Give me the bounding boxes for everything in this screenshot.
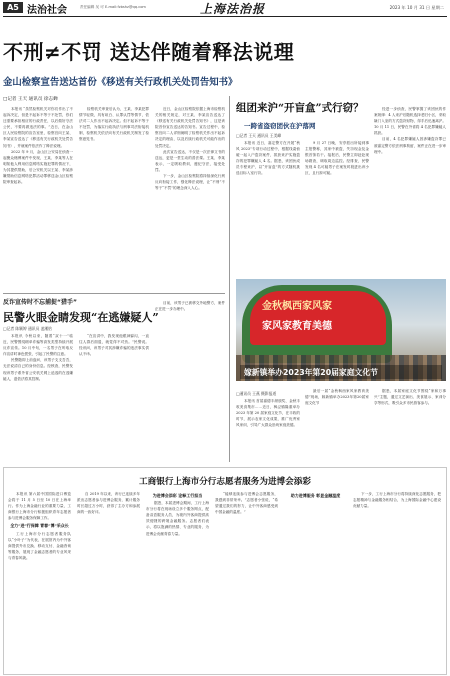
story-two-byline: □记者 王天 通讯员 王美峰 bbox=[236, 133, 282, 138]
story-three-headline: 民警火眼金睛发现“在逃嫌疑人” bbox=[3, 311, 159, 324]
bottom-para-1: 本报讯 第六届中国国际进口博览会将于 11 月 5 日至 10 日在上海举行。作为上海金融行业的重要力量，工商银行上海市分行积极组织青年志愿者参与进博会服务保障工作。 bbox=[8, 492, 71, 521]
festival-photo bbox=[236, 279, 446, 381]
lead-para-6: 下一步，金山区检察院将持续深化行刑反向衔接工作，强化释法说理，让“不刑”不等于“不罚”的理念深入人心。 bbox=[155, 174, 225, 191]
lead-subheadline: 金山检察宣告送达首份《移送有关行政机关处罚告知书》 bbox=[3, 77, 238, 88]
story-three-column-2 bbox=[79, 333, 149, 461]
story-two-para-3: 经进一步侦查，民警掌握了该团伙的作案规律：4 人来沪后随机选择老旧小区，采取撬门入室的方式盗窃财物，得手后迅速离沪。10 月 11 日，民警在外省将 4 名犯罪嫌疑人抓获。 bbox=[374, 107, 446, 136]
story-two-para-4: 目前，4 名犯罪嫌疑人因涉嫌盗窃罪已被嘉定警方依法刑事拘留，案件正在进一步审理中。 bbox=[374, 137, 446, 154]
date-line: 2023 年 10 月 31 日 星期二 bbox=[389, 5, 444, 10]
lead-para-2: 2022 年 9 月，金山区公安局在侦查一起聚众赌博案件中发现，王某、李某等人在明知他人利用信息网络实施犯罪的情况下，为其提供帮助，后公安机关以王某、李某涉嫌帮助信息网络犯罪活动罪移送金山区检察院审查起诉。 bbox=[3, 149, 73, 185]
column-divider-right bbox=[229, 96, 230, 462]
story-three-byline: □记者 陈颖婷 通讯员 凌湘怡 bbox=[3, 326, 52, 331]
bottom-section-c: 助力进博服务 彰显金融温度 bbox=[290, 493, 341, 498]
photo-para-2: 据悉，本届家庭文化节围绕“家和万事兴”主题，通过文艺演出、美食展示、家训分享等形式，吸引众多市民游客参与。 bbox=[374, 389, 446, 406]
bottom-column-3 bbox=[146, 491, 209, 669]
story-two-subheadline: 一跨省盗窃团伙在沪落网 bbox=[244, 122, 316, 130]
bottom-section-a: 全力“进”行保障 青春“博”采众长 bbox=[10, 523, 69, 529]
photo-sign-line-1: 金秋枫西家风家 bbox=[262, 301, 332, 312]
bottom-column-6 bbox=[353, 491, 441, 669]
story-two-column-3 bbox=[374, 106, 446, 274]
bottom-column-1 bbox=[8, 491, 71, 669]
story-three-kicker: 反诈宣传时不忘捕捉“猎手” bbox=[3, 299, 77, 306]
lead-column-3 bbox=[155, 106, 225, 288]
story-three-para-4: 目前，该男子已被移交外地警方，案件正在进一步办理中。 bbox=[155, 301, 225, 312]
story-three-para-3: “在宣讲中，我发现他眼神躲闪，一直往人群后面退，就觉得不对劲。”民警说。经讯问，该男子对其涉嫌诈骗的违法事实供认不讳。 bbox=[79, 334, 149, 357]
photo-caption-column-1 bbox=[236, 398, 300, 462]
photo-title-text: 嫁新镇举办2023年第20届家庭文化节 bbox=[244, 368, 378, 377]
page-header bbox=[0, 0, 450, 16]
bottom-column-5 bbox=[284, 491, 347, 669]
bottom-column-2 bbox=[77, 491, 140, 669]
bottom-column-4 bbox=[215, 491, 278, 669]
story-three-column-1 bbox=[3, 333, 73, 461]
page-code: A5 bbox=[7, 3, 19, 12]
story-two-para-2: 9 月 27 日晚，安亭派出所接到事主报警称，其家中被盗，失窃现金及金银首饰若干。接报后，民警立即赶赴现场勘查，调取周边监控。经排查，民警发现 4 名可疑男子在案发时段进出该小区，且行踪可疑。 bbox=[305, 141, 369, 176]
story-two-column-1 bbox=[236, 140, 300, 274]
bottom-para-6: 下一步，工行上海市分行将持续深化志愿服务，把志愿精神与金融服务相结合，为上海国际金融中心建设贡献力量。 bbox=[353, 492, 441, 509]
story-three-column-3 bbox=[155, 300, 225, 461]
newspaper-name: 上海法治报 bbox=[200, 2, 266, 16]
lead-byline: □记者 王天 通讯员 徐志蝉 bbox=[3, 97, 58, 102]
lead-para-3: 检察机关审查后认为，王某、李某犯罪情节轻微，具有坦白、认罪认罚等情节，依法对二人作出不起诉决定。但不起诉不等于不处罚，为落实行政执法与刑事司法衔接机制，检察机关依法向有关行政机关制发了检察意见书。 bbox=[79, 107, 149, 142]
lead-column-2 bbox=[79, 106, 149, 288]
photo-sign-line-2: 家风家教育美德 bbox=[262, 321, 332, 332]
editor-line: 责任编辑 吴 可 E-mail:fzbshz@qq.com bbox=[80, 5, 146, 9]
photo-caption-text: 最后一届“金秋枫西家风家教育美德”现场，嫁新镇举办2023年第20届家庭文化节 bbox=[305, 389, 369, 406]
story-two-column-2 bbox=[305, 140, 369, 274]
lead-divider bbox=[3, 293, 225, 294]
lead-para-1: 本报讯 “虽然检察机关对你们作出了不起诉决定，但是不起诉不等于不处罚，你们还需要承担相应的行政责任，以后做好守法公民，不要再做违法的事。”近日，在金山区人民检察院的宣告室里，检察官向王某、李某宣告送达了《移送有关行政机关处罚告知书》，并就案件依法作了释法说理。 bbox=[3, 107, 73, 148]
bottom-para-3: 自 2019 年以来，该行已连续多年派出志愿者参与进博会服务，累计服务时长超过万小时，获得了主办方和参展商的一致好评。 bbox=[77, 492, 140, 515]
lead-para-5: 此次宣告送达，不仅是一次法律文书的送达，更是一堂生动的普法课。王某、李某表示，一定吸取教训，遵纪守法，接受处罚。 bbox=[155, 149, 225, 172]
bottom-para-4: 据悉，本届进博会期间，工行上海市分行将在现场设立多个服务网点，配备双语服务人员，为境内外客商提供高效便捷的跨境金融服务。志愿者们表示，将以饱满的热情、专业的服务，为进博会贡献青春力量。 bbox=[146, 501, 209, 536]
lead-headline: 不刑≠不罚 送达伴随着释法说理 bbox=[3, 40, 295, 64]
photo-title-overlay bbox=[240, 365, 442, 379]
bottom-section-b: 为进博会添彩 诠释工行担当 bbox=[152, 493, 203, 498]
photo-stage-sign bbox=[250, 291, 386, 345]
story-two-headline: 组团来沪“开盲盒”式行窃？ bbox=[236, 102, 364, 114]
lead-para-4: 近日，金山区检察院依据上海市检察机关的相关规定，对王某、李某宣告送达了《移送有关行政机关处罚告知书》，这是该院首份宣告送达的告知书。宣告过程中，检察官向二人详细阐明了检察机关作出不起诉决定的理由，以及后续行政机关可能作出的处罚决定。 bbox=[155, 107, 225, 148]
section-title: 法治社会 bbox=[27, 5, 67, 16]
photo-caption-column-2 bbox=[305, 388, 369, 462]
photo-byline: □通讯员 王燕 摄影报道 bbox=[236, 391, 277, 396]
masthead-rule bbox=[3, 16, 447, 17]
story-three-para-1: 本报讯 今秋以来，随着“双十一”临近，民警围绕刷单诈骗等高发类型持续开展反诈宣传。10 月中旬，一名男子在听取反诈宣讲时神色慌张，引起了民警的注意。 bbox=[3, 334, 73, 357]
story-three-para-2: 民警随即上前盘问，该男子支支吾吾，无法说清自己的身份信息。经核查，民警发现该男子系外省公安机关网上追逃的在逃嫌疑人，遂依法将其控制。 bbox=[3, 358, 73, 381]
bottom-para-2: 工行上海市分行志愿者服务队以“小叶子”为代表，在展馆内为中外客商提供外币兑换、移动支付、金融咨询等服务，展现了金融志愿者的专业风采与青春风貌。 bbox=[8, 531, 71, 560]
bottom-para-5: “能够连续参与进博会志愿服务，我感到非常荣幸。”志愿者小张说，“希望通过我们的努力，让中外客商感受到中国金融的温度。” bbox=[215, 492, 278, 515]
lead-column-1 bbox=[3, 106, 73, 288]
photo-para-1: 本报讯 首届嘉德丰颜颁奖、金秋丰收美食集市……近日，枫泾镇隆重举办 2023 年第 20 届家庭文化节，在丰收的时节，展示农家文化成果，推广优秀家风家训，引导广大群众崇尚家庭美德。 bbox=[236, 399, 300, 428]
bottom-story-headline: 工商银行上海市分行志愿者服务为进博会添彩 bbox=[139, 477, 311, 487]
photo-caption-column-3 bbox=[374, 388, 446, 462]
page-code-badge bbox=[3, 2, 23, 13]
story-two-para-1: 本报讯 近日，嘉定警方在开展“秋风 2023”专项行动过程中，根据线索侦破一起入户盗窃案件，抓获来沪实施盗窃的犯罪嫌疑人 4 名。据悉，该团伙成员专程来沪，以“开盲盒”的方式随机挑选目标入室行窃。 bbox=[236, 141, 300, 176]
